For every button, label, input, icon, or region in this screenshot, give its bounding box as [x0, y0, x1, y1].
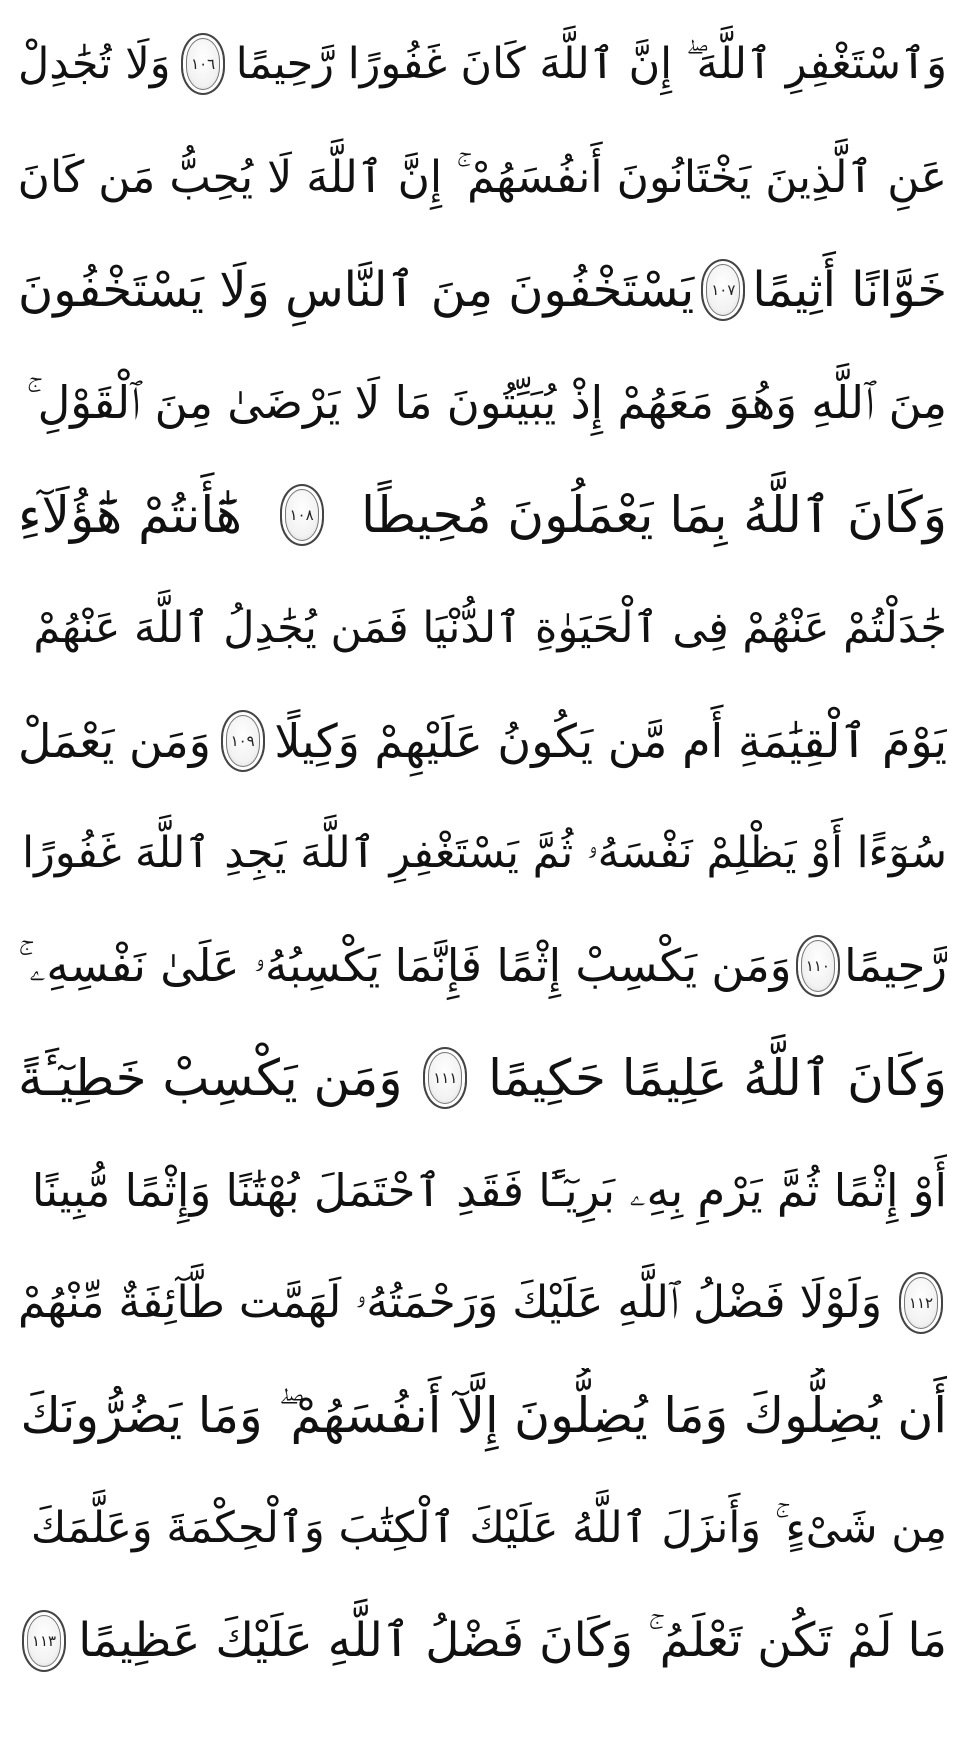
text-line-12	[18, 1255, 947, 1351]
text-line-8	[18, 805, 947, 901]
ayah-end-marker-icon: ١٠٩	[221, 710, 265, 772]
ayah-end-marker-icon: ١٠٨	[280, 484, 324, 546]
line-13-text: أَن يُضِلُّوكَ وَمَا يُضِلُّونَ إِلَّآ أَنفُسَهُمْ ۖ وَمَا يَضُرُّونَكَ	[20, 1387, 947, 1444]
text-line-10	[18, 1030, 947, 1126]
line-7-text-after-marker: وَمَن يَعْمَلْ	[18, 714, 211, 768]
text-line-13	[18, 1368, 947, 1464]
text-line-15	[18, 1593, 947, 1689]
line-11-text: أَوْ إِثْمًا ثُمَّ يَرْمِ بِهِۦ بَرِيٓـًٔا فَقَدِ ٱحْتَمَلَ بُهْتَٰنًا وَإِثْمًا مُّبِينًا	[31, 1164, 947, 1217]
ayah-end-marker-icon: ١١١	[423, 1047, 467, 1109]
line-5-text-before-marker: وَكَانَ ٱللَّهُ بِمَا يَعْمَلُونَ مُحِيطًا	[361, 486, 947, 544]
line-9-text-after-marker: وَمَن يَكْسِبْ إِثْمًا فَإِنَّمَا يَكْسِبُهُۥ عَلَىٰ نَفْسِهِۦ ۚ	[18, 939, 792, 992]
ayah-end-marker-icon: ١٠٦	[181, 33, 225, 95]
line-15-text-before-marker: مَا لَمْ تَكُن تَعْلَمُ ۚ وَكَانَ فَضْلُ ٱللَّهِ عَلَيْكَ عَظِيمًا	[78, 1613, 947, 1668]
line-10-text-after-marker: وَمَن يَكْسِبْ خَطِيٓـَٔةً	[18, 1049, 403, 1107]
line-3-text-before-marker: خَوَّانًا أَثِيمًا	[752, 262, 947, 318]
line-9-text-before-marker: رَّحِيمًا	[844, 939, 947, 992]
text-line-14	[18, 1480, 947, 1576]
line-4-text: مِنَ ٱللَّهِ وَهُوَ مَعَهُمْ إِذْ يُبَيِّتُونَ مَا لَا يَرْضَىٰ مِنَ ٱلْقَوْلِ ۚ	[26, 376, 947, 429]
text-line-7	[18, 693, 947, 789]
line-14-text: مِن شَىْءٍ ۚ وَأَنزَلَ ٱللَّهُ عَلَيْكَ ٱلْكِتَٰبَ وَٱلْحِكْمَةَ وَعَلَّمَكَ	[30, 1503, 947, 1553]
ayah-end-marker-icon: ١٠٧	[701, 259, 745, 321]
line-1-text-before-marker: وَٱسْتَغْفِرِ ٱللَّهَ ۖ إِنَّ ٱللَّهَ كَانَ غَفُورًا رَّحِيمًا	[235, 39, 947, 89]
line-10-text-before-marker: وَكَانَ ٱللَّهُ عَلِيمًا حَكِيمًا	[488, 1049, 947, 1107]
line-2-text: عَنِ ٱلَّذِينَ يَخْتَانُونَ أَنفُسَهُمْ ۚ إِنَّ ٱللَّهَ لَا يُحِبُّ مَن كَانَ	[18, 152, 947, 203]
ayah-end-marker-icon: ١١٢	[899, 1272, 943, 1334]
line-12-text-after-marker: وَلَوْلَا فَضْلُ ٱللَّهِ عَلَيْكَ وَرَحْمَتُهُۥ لَهَمَّت طَّآئِفَةٌ مِّنْهُمْ	[18, 1277, 882, 1328]
line-5-text-after-marker: هَٰٓأَنتُمْ هَٰٓؤُلَآءِ	[18, 486, 242, 544]
text-line-2	[18, 130, 947, 226]
line-6-text: جَٰدَلْتُمْ عَنْهُمْ فِى ٱلْحَيَوٰةِ ٱلدُّنْيَا فَمَن يُجَٰدِلُ ٱللَّهَ عَنْهُمْ	[33, 603, 947, 653]
text-line-3	[18, 242, 947, 338]
text-line-9	[18, 918, 947, 1014]
text-line-4	[18, 355, 947, 451]
line-8-text: سُوٓءًا أَوْ يَظْلِمْ نَفْسَهُۥ ثُمَّ يَسْتَغْفِرِ ٱللَّهَ يَجِدِ ٱللَّهَ غَفُورًا	[22, 828, 947, 878]
text-line-5	[18, 467, 947, 563]
text-line-11	[18, 1143, 947, 1239]
line-3-text-after-marker: يَسْتَخْفُونَ مِنَ ٱلنَّاسِ وَلَا يَسْتَخْفُونَ	[18, 262, 695, 318]
ayah-end-marker-icon: ١١٣	[22, 1610, 66, 1672]
text-line-1	[18, 16, 947, 112]
line-7-text-before-marker: يَوْمَ ٱلْقِيَٰمَةِ أَم مَّن يَكُونُ عَلَيْهِمْ وَكِيلًا	[274, 714, 947, 768]
line-1-text-after-marker: وَلَا تُجَٰدِلْ	[18, 39, 171, 89]
text-line-6	[18, 580, 947, 676]
ayah-end-marker-icon: ١١٠	[796, 935, 840, 997]
